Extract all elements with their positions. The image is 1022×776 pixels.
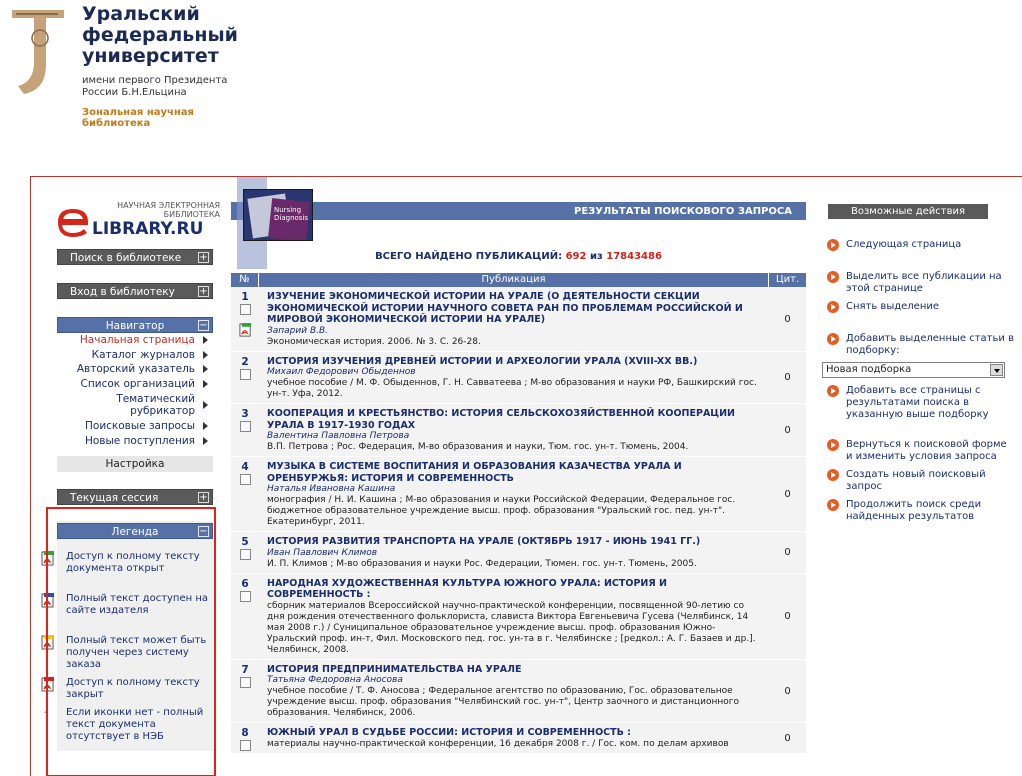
expand-icon[interactable]: + (199, 286, 208, 297)
expand-icon[interactable]: + (199, 492, 208, 503)
publication-source: Экономическая история. 2006. № 3. С. 26-28. (267, 336, 481, 347)
citation-count: 0 (784, 313, 791, 325)
university-subtitle: имени первого Президента России Б.Н.Ельцина (82, 75, 228, 98)
found-summary: ВСЕГО НАЙДЕНО ПУБЛИКАЦИЙ: 692 из 17843486 (375, 251, 662, 262)
publication-authors[interactable]: Татьяна Федоровна Аносова (267, 675, 403, 685)
citation-count: 0 (784, 732, 791, 744)
found-count: 692 (565, 251, 587, 262)
legend-item-order: Полный текст может быть получен через систему заказа (66, 635, 216, 671)
collapse-icon[interactable]: − (199, 526, 208, 537)
arrow-right-icon (203, 437, 208, 445)
legend-item-closed: Доступ к полному тексту закрыт (66, 677, 216, 701)
publication-source: учебное пособие / М. Ф. Обыденнов, Г. Н. Савватеева ; М-во образования и науки РФ, Башкирский гос. ун-т. Уфа, 2012. (267, 378, 757, 399)
actions-header: Возможные действия (828, 204, 988, 219)
arrow-bullet-icon (827, 239, 839, 251)
publication-title-link[interactable]: КООПЕРАЦИЯ И КРЕСТЬЯНСТВО: ИСТОРИЯ СЕЛЬСКОХОЗЯЙСТВЕННОЙ КООПЕРАЦИИ УРАЛА В 1917-1930 ГОДАХ (267, 408, 736, 431)
table-row (231, 287, 806, 352)
login-library-button[interactable] (57, 283, 213, 299)
results-panel (231, 177, 806, 776)
add-all-link[interactable]: Добавить все страницы с результатами поиска в указанную выше подборку (846, 385, 1016, 421)
chevron-down-icon[interactable] (990, 364, 1003, 376)
publication-source: монография / Н. И. Кашина ; М-во образования и науки Российской Федерации, Федеральное гос. бюджетное образовательное учреждение высш. проф. образования "Уральский гос. пед. ун-т". Екатеринбург, 2011. (267, 495, 736, 527)
publication-title-link[interactable]: ИЗУЧЕНИЕ ЭКОНОМИЧЕСКОЙ ИСТОРИИ НА УРАЛЕ (О ДЕЯТЕЛЬНОСТИ СЕКЦИИ ЭКОНОМИЧЕСКОЙ ИСТОРИИ НАУЧНОГО СОВЕТА РАН ПО ПРОБЛЕМАМ РОССИЙСКОЙ И МИРОВОЙ ЭКОНОМИЧЕСКОЙ ИСТОРИИ НА УРАЛЕ) (267, 291, 743, 325)
legend-item-none: - Если иконки нет - полный текст документа отсутствует в НЭБ (44, 707, 204, 742)
publication-title-link[interactable]: ИСТОРИЯ ИЗУЧЕНИЯ ДРЕВНЕЙ ИСТОРИИ И АРХЕОЛОГИИ УРАЛА (XVIII-XX ВВ.) (267, 355, 698, 367)
citation-count: 0 (784, 372, 791, 383)
row-checkbox[interactable] (240, 421, 251, 432)
results-table (231, 287, 806, 754)
legend-label: Легенда (111, 526, 159, 538)
continue-search-link[interactable]: Продолжить поиск среди найденных результатов (846, 499, 1016, 523)
arrow-right-icon (203, 351, 208, 359)
nav-item-new[interactable]: Новые поступления (31, 434, 213, 449)
row-checkbox[interactable] (240, 369, 251, 380)
legend-item-open: Доступ к полному тексту документа открыт (66, 551, 216, 575)
settings-button[interactable]: Настройка (57, 456, 213, 472)
arrow-bullet-icon (827, 333, 839, 345)
row-number: 7 (241, 663, 249, 676)
deselect-link[interactable]: Снять выделение (846, 301, 1016, 313)
collapse-icon[interactable]: − (199, 320, 208, 331)
row-number: 8 (241, 727, 249, 739)
legend-item-publisher: Полный текст доступен на сайте издателя (66, 593, 216, 617)
arrow-right-icon (203, 336, 208, 344)
nav-item-organizations[interactable]: Список организаций (31, 377, 213, 392)
navigator-header[interactable] (57, 317, 213, 333)
publication-cell (267, 723, 761, 753)
publication-title-link[interactable]: ИСТОРИЯ ПРЕДПРИНИМАТЕЛЬСТВА НА УРАЛЕ (267, 663, 522, 675)
elibrary-logo[interactable] (56, 195, 226, 241)
arrow-right-icon (203, 365, 208, 373)
table-row (231, 352, 806, 405)
publication-cell (267, 574, 761, 659)
citation-count: 0 (784, 488, 791, 500)
publication-cell (267, 532, 761, 573)
search-library-button[interactable] (57, 249, 213, 265)
publication-cell (267, 660, 761, 723)
row-checkbox[interactable] (240, 591, 251, 602)
nav-item-home[interactable]: Начальная страница (31, 333, 213, 348)
next-page-link[interactable]: Следующая страница (846, 239, 1016, 251)
table-row (231, 457, 806, 532)
navigator-list (31, 333, 213, 448)
library-name: Зональная научная библиотека (82, 107, 194, 129)
elibrary-tagline: НАУЧНАЯ ЭЛЕКТРОННАЯ БИБЛИОТЕКА (117, 201, 220, 219)
university-name: Уральский федеральный университет (82, 3, 238, 67)
thumbnail-caption: Nursing Diagnosis (274, 206, 309, 222)
left-sidebar (31, 177, 231, 776)
elibrary-brand: LIBRARY.RU (92, 219, 204, 239)
publication-authors[interactable]: Наталья Ивановна Кашина (267, 484, 396, 494)
current-session-button[interactable] (57, 489, 213, 505)
nav-item-rubricator[interactable]: Тематический рубрикатор (31, 391, 213, 419)
arrow-bullet-icon (827, 301, 839, 313)
nav-item-journals[interactable]: Каталог журналов (31, 348, 213, 363)
publication-cell (267, 457, 761, 531)
current-session-label: Текущая сессия (70, 492, 159, 504)
pdf-open-icon[interactable] (239, 323, 253, 338)
journal-cover-thumbnail (243, 189, 313, 241)
arrow-bullet-icon (827, 385, 839, 397)
table-row (231, 532, 806, 574)
table-row (231, 404, 806, 457)
row-checkbox[interactable] (240, 304, 251, 315)
row-number: 4 (241, 461, 249, 473)
publication-cell (267, 352, 761, 404)
new-search-link[interactable]: Создать новый поисковый запрос (846, 469, 1016, 493)
legend-dash: - (44, 707, 48, 718)
row-number: 6 (241, 577, 249, 590)
publication-authors[interactable]: Иван Павлович Климов (267, 547, 378, 558)
publication-authors[interactable]: Запарий В.В. (267, 325, 329, 336)
row-checkbox[interactable] (240, 474, 251, 485)
nav-item-authors[interactable]: Авторский указатель (31, 362, 213, 377)
publication-source: материалы научно-практической конференции, 16 декабря 2008 г. / Гос. ком. по делам архивов (267, 738, 729, 749)
publication-authors[interactable]: Михаил Федорович Обыденнов (267, 367, 416, 377)
row-number: 3 (241, 408, 249, 420)
university-logo-block (0, 0, 240, 150)
citation-count: 0 (784, 685, 791, 697)
publication-source: учебное пособие / Т. Ф. Аносова ; Федеральное агентство по образованию, Гос. образовательное учреждение высш. проф. образования "Челябинский гос. ун-т", Центр заочного и дистанционного образования. Челябинск, 2006. (267, 686, 740, 718)
back-to-search-link[interactable]: Вернуться к поисковой форме и изменить условия запроса (846, 439, 1016, 463)
publication-cell (267, 287, 761, 351)
select-all-link[interactable]: Выделить все публикации на этой странице (846, 271, 1016, 295)
publication-title-link[interactable]: ЮЖНЫЙ УРАЛ В СУДЬБЕ РОССИИ: ИСТОРИЯ И СОВРЕМЕННОСТЬ : (267, 727, 631, 738)
elibrary-e-icon (56, 207, 90, 237)
expand-icon[interactable]: + (199, 252, 208, 263)
citation-count: 0 (784, 547, 791, 558)
arrow-bullet-icon (827, 439, 839, 451)
legend-highlight-outline (46, 507, 216, 776)
citation-count: 0 (784, 424, 791, 436)
arrow-right-icon (203, 401, 208, 409)
publication-title-link[interactable]: ИСТОРИЯ РАЗВИТИЯ ТРАНСПОРТА НА УРАЛЕ (ОКТЯБРЬ 1917 - ИЮНЬ 1941 ГГ.) (267, 536, 701, 547)
citation-count: 0 (784, 610, 791, 622)
col-citations[interactable]: Цит. (775, 274, 800, 285)
results-title: РЕЗУЛЬТАТЫ ПОИСКОВОГО ЗАПРОСА (574, 206, 792, 217)
row-checkbox[interactable] (240, 740, 251, 751)
add-selected-link[interactable]: Добавить выделенные статьи в подборку: (846, 333, 1016, 357)
elibrary-frame (30, 176, 1022, 776)
publication-title-link[interactable]: МУЗЫКА В СИСТЕМЕ ВОСПИТАНИЯ И ОБРАЗОВАНИЯ КАЗАЧЕСТВА УРАЛА И ОРЕНБУРЖЬЯ: ИСТОРИЯ И СОВРЕМЕННОСТЬ (267, 461, 682, 484)
arrow-bullet-icon (827, 499, 839, 511)
col-number: № (231, 273, 259, 287)
login-library-label: Вход в библиотеку (70, 286, 175, 298)
publication-authors[interactable]: Валентина Павловна Петрова (267, 431, 410, 441)
publication-cell (267, 404, 761, 456)
found-total: 17843486 (606, 251, 662, 262)
arrow-right-icon (203, 422, 208, 430)
row-checkbox[interactable] (240, 549, 251, 560)
arrow-right-icon (203, 380, 208, 388)
nav-item-queries[interactable]: Поисковые запросы (31, 419, 213, 434)
publication-title-link[interactable]: НАРОДНАЯ ХУДОЖЕСТВЕННАЯ КУЛЬТУРА ЮЖНОГО УРАЛА: ИСТОРИЯ И СОВРЕМЕННОСТЬ : (267, 577, 667, 600)
table-row (231, 723, 806, 754)
row-number: 5 (241, 536, 249, 548)
table-row (231, 574, 806, 660)
arrow-bullet-icon (827, 271, 839, 283)
search-library-label: Поиск в библиотеке (70, 252, 182, 264)
table-row (231, 660, 806, 724)
publication-source: И. П. Климов ; М-во образования и науки Рос. Федерации, Тюмен. гос. ун-т. Тюмень, 2005. (267, 558, 697, 569)
navigator-label: Навигатор (105, 320, 165, 332)
row-checkbox[interactable] (240, 677, 251, 688)
row-number: 1 (241, 291, 249, 303)
publication-source: сборник материалов Всероссийской научно-практической конференции, посвященной 90-летию со дня рождения отечественного фольклориста, слависта Виктора Евгеньевича Гусева (Челябинск, 14 мая 2008 г.) / Суниципальное образовательное учреждение высш. проф. образования Южно-Уральский проф. ин-т, Фил. Московского пед. гос. ун-та в г. Челябинске ; [редкол.: А. Г. Базаев и др.]. Челябинск, 2008. (267, 600, 756, 655)
row-number: 2 (241, 355, 249, 368)
col-publication: Публикация (259, 273, 769, 287)
arrow-bullet-icon (827, 469, 839, 481)
actions-panel (821, 177, 1022, 776)
collection-select[interactable]: Новая подборка (822, 362, 1005, 378)
university-emblem-icon (6, 4, 70, 100)
publication-source: В.П. Петрова ; Рос. Федерация, М-во образования и науки, Тюм. гос. ун-т. Тюмень, 2004. (267, 442, 689, 452)
results-table-header (231, 273, 806, 287)
